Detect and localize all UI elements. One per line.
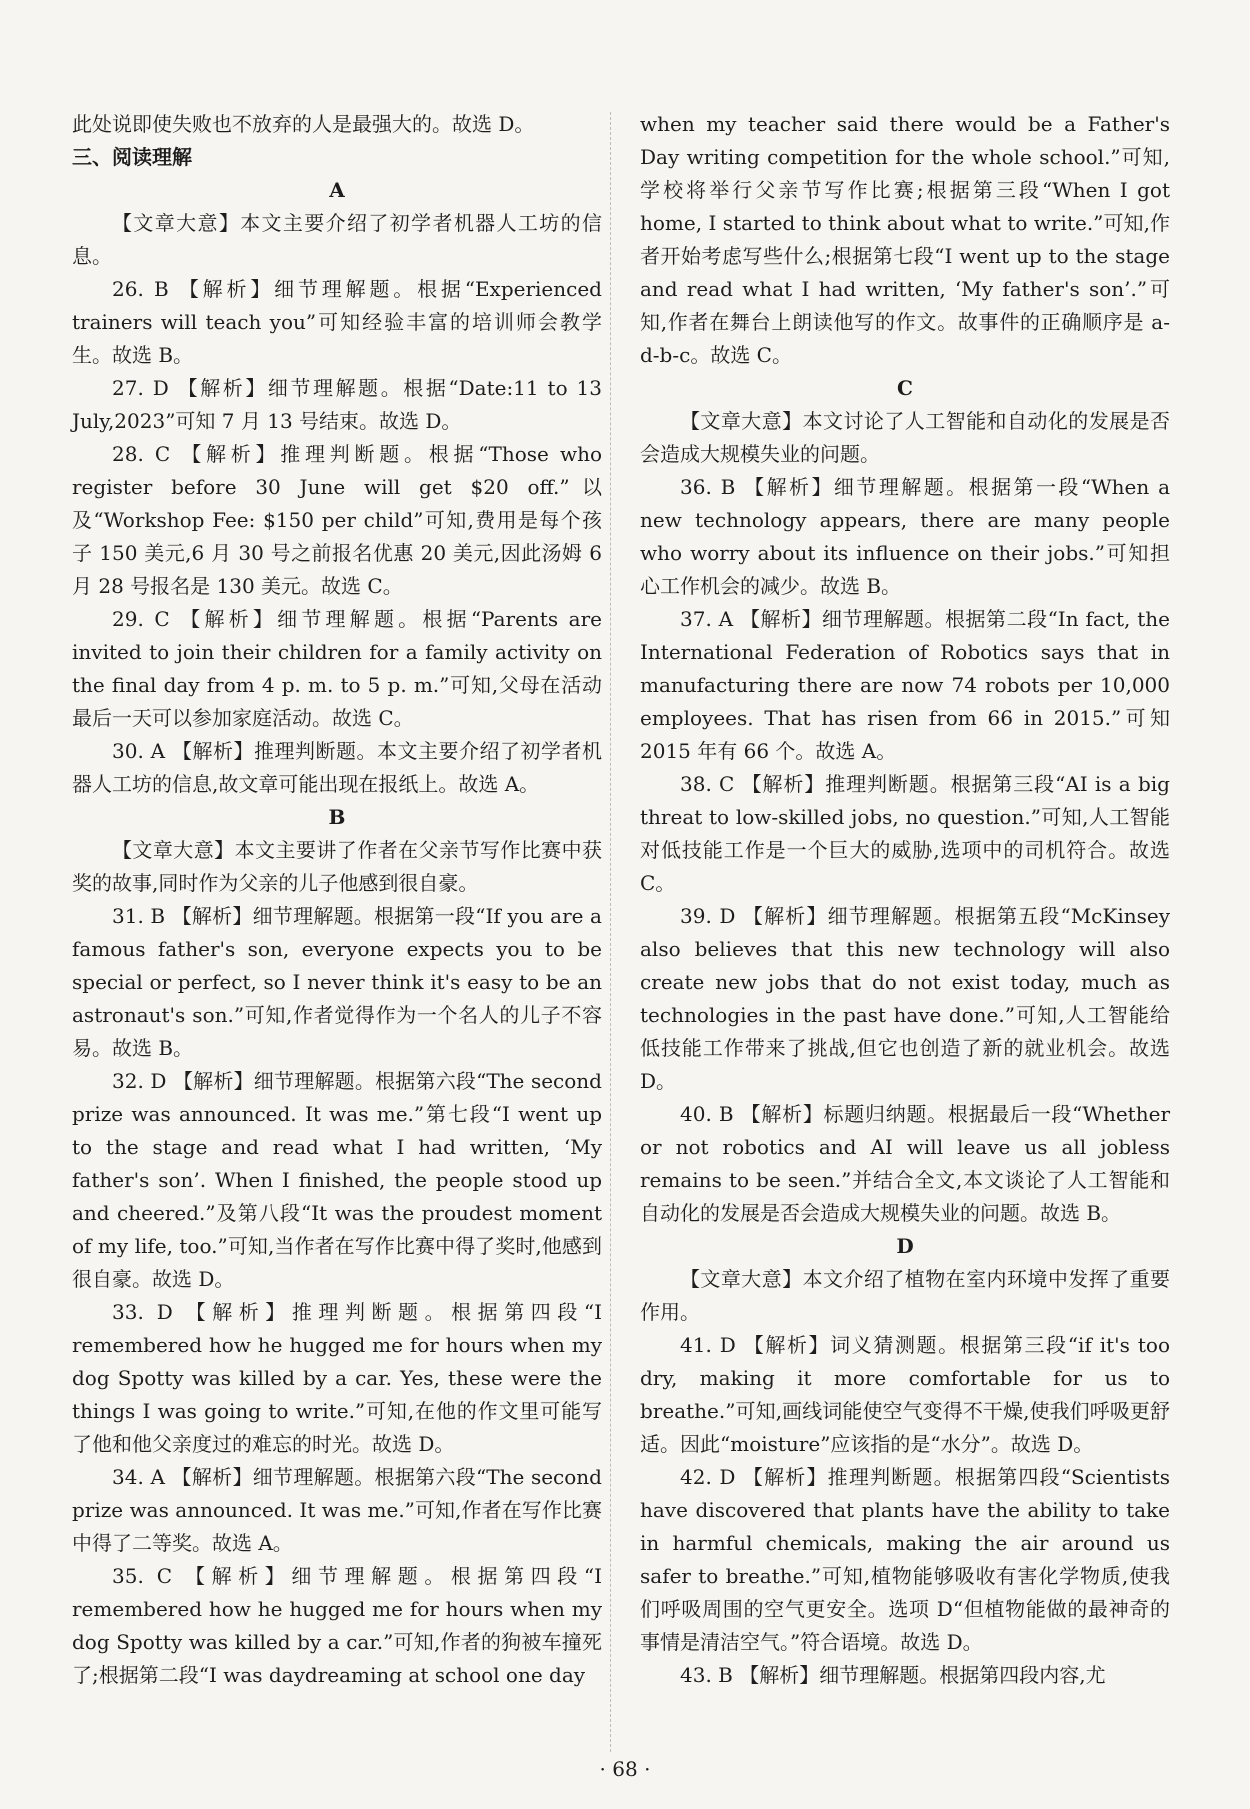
passage-heading-c: C	[897, 376, 913, 400]
answer-29: 29. C 【解析】细节理解题。根据“Parents are invited to join their children for a family activity on the final day from 4 p. m. to 5 p. m.”可知,父母在活动最后一天可以参加家庭活动。故选 C。	[72, 607, 602, 730]
summary-c: 【文章大意】本文讨论了人工智能和自动化的发展是否会造成大规模失业的问题。	[640, 409, 1170, 466]
answer-38: 38. C 【解析】推理判断题。根据第三段“AI is a big threat to low-skilled jobs, no question.”可知,人工智能对低技能工作是一个巨大的威胁,选项中的司机符合。故选 C。	[640, 772, 1170, 895]
answer-37: 37. A 【解析】细节理解题。根据第二段“In fact, the International Federation of Robotics says that in manufacturing there are now 74 robots per 10,000 employees. That has risen from 66 in 2015.”可知 2015 年有 66 个。故选 A。	[640, 607, 1170, 763]
passage-heading-b: B	[328, 805, 346, 829]
answer-36: 36. B 【解析】细节理解题。根据第一段“When a new technology appears, there are many people who worry about its influence on their jobs.”可知担心工作机会的减少。故选 B。	[640, 475, 1170, 598]
right-column	[640, 108, 1170, 1692]
answer-39: 39. D 【解析】细节理解题。根据第五段“McKinsey also believes that this new technology will also create new jobs that do not exist today, much as technologies in the past have done.”可知,人工智能给低技能工作带来了挑战,但它也创造了新的就业机会。故选 D。	[640, 904, 1170, 1093]
answer-27: 27. D 【解析】细节理解题。根据“Date:11 to 13 July,2023”可知 7 月 13 号结束。故选 D。	[72, 376, 602, 433]
answer-35: 35. C 【解析】细节理解题。根据第四段“I remembered how he hugged me for hours when my dog Spotty was killed by a car.”可知,作者的狗被车撞死了;根据第二段“I was daydreaming at school one day	[72, 1564, 602, 1687]
text-line: when my teacher said there would be a Father's Day writing competition for the whole school.”可知,学校将举行父亲节写作比赛;根据第三段“When I got home, I started to think about what to write.”可知,作者开始考虑写些什么;根据第七段“I went up to the stage and read what I had written, ‘My father's son’.”可知,作者在舞台上朗读他写的作文。故事件的正确顺序是 a-d-b-c。故选 C。	[640, 112, 1170, 367]
answer-40: 40. B 【解析】标题归纳题。根据最后一段“Whether or not robotics and AI will leave us all jobless remains to be seen.”并结合全文,本文谈论了人工智能和自动化的发展是否会造成大规模失业的问题。故选 B。	[640, 1102, 1170, 1225]
passage-heading-a: A	[329, 178, 345, 202]
answer-28: 28. C 【解析】推理判断题。根据“Those who register before 30 June will get $20 off.”以及“Workshop Fee: $150 per child”可知,费用是每个孩子 150 美元,6 月 30 号之前报名优惠 20 美元,因此汤姆 6 月 28 号报名是 130 美元。故选 C。	[72, 442, 602, 598]
answer-43: 43. B 【解析】细节理解题。根据第四段内容,尤	[680, 1663, 1106, 1687]
answer-26: 26. B 【解析】细节理解题。根据“Experienced trainers will teach you”可知经验丰富的培训师会教学生。故选 B。	[72, 277, 602, 367]
summary-d: 【文章大意】本文介绍了植物在室内环境中发挥了重要作用。	[640, 1267, 1170, 1324]
answer-42: 42. D 【解析】推理判断题。根据第四段“Scientists have discovered that plants have the ability to take in harmful chemicals, making the air around us safer to breathe.”可知,植物能够吸收有害化学物质,使我们呼吸周围的空气更安全。选项 D“但植物能做的最神奇的事情是清洁空气。”符合语境。故选 D。	[640, 1465, 1170, 1654]
summary-b: 【文章大意】本文主要讲了作者在父亲节写作比赛中获奖的故事,同时作为父亲的儿子他感到很自豪。	[72, 838, 602, 895]
answer-41: 41. D 【解析】词义猜测题。根据第三段“if it's too dry, making it more comfortable for us to breathe.”可知,画线词能使空气变得不干燥,使我们呼吸更舒适。因此“moisture”应该指的是“水分”。故选 D。	[640, 1333, 1170, 1456]
text-line: 此处说即使失败也不放弃的人是最强大的。故选 D。	[72, 112, 535, 136]
passage-heading-d: D	[896, 1234, 914, 1258]
answer-31: 31. B 【解析】细节理解题。根据第一段“If you are a famous father's son, everyone expects you to be special or perfect, so I never think it's easy to be an astronaut's son.”可知,作者觉得作为一个名人的儿子不容易。故选 B。	[72, 904, 602, 1060]
answer-32: 32. D 【解析】细节理解题。根据第六段“The second prize was announced. It was me.”第七段“I went up to the stage and read what I had written, ‘My father's son’. When I finished, the people stood up and cheered.”及第八段“It was the proudest moment of my life, too.”可知,当作者在写作比赛中得了奖时,他感到很自豪。故选 D。	[72, 1069, 602, 1291]
section-heading: 三、阅读理解	[72, 145, 192, 169]
answer-33: 33. D 【解析】推理判断题。根据第四段“I remembered how he hugged me for hours when my dog Spotty was killed by a car. Yes, these were the things I was going to write.”可知,在他的作文里可能写了他和他父亲度过的难忘的时光。故选 D。	[72, 1300, 602, 1456]
left-column	[72, 108, 602, 1692]
column-divider	[610, 112, 611, 1752]
summary-a: 【文章大意】本文主要介绍了初学者机器人工坊的信息。	[72, 211, 602, 268]
answer-30: 30. A 【解析】推理判断题。本文主要介绍了初学者机器人工坊的信息,故文章可能出现在报纸上。故选 A。	[72, 739, 602, 796]
answer-34: 34. A 【解析】细节理解题。根据第六段“The second prize was announced. It was me.”可知,作者在写作比赛中得了二等奖。故选 A。	[72, 1465, 602, 1555]
page-number: · 68 ·	[599, 1757, 651, 1781]
